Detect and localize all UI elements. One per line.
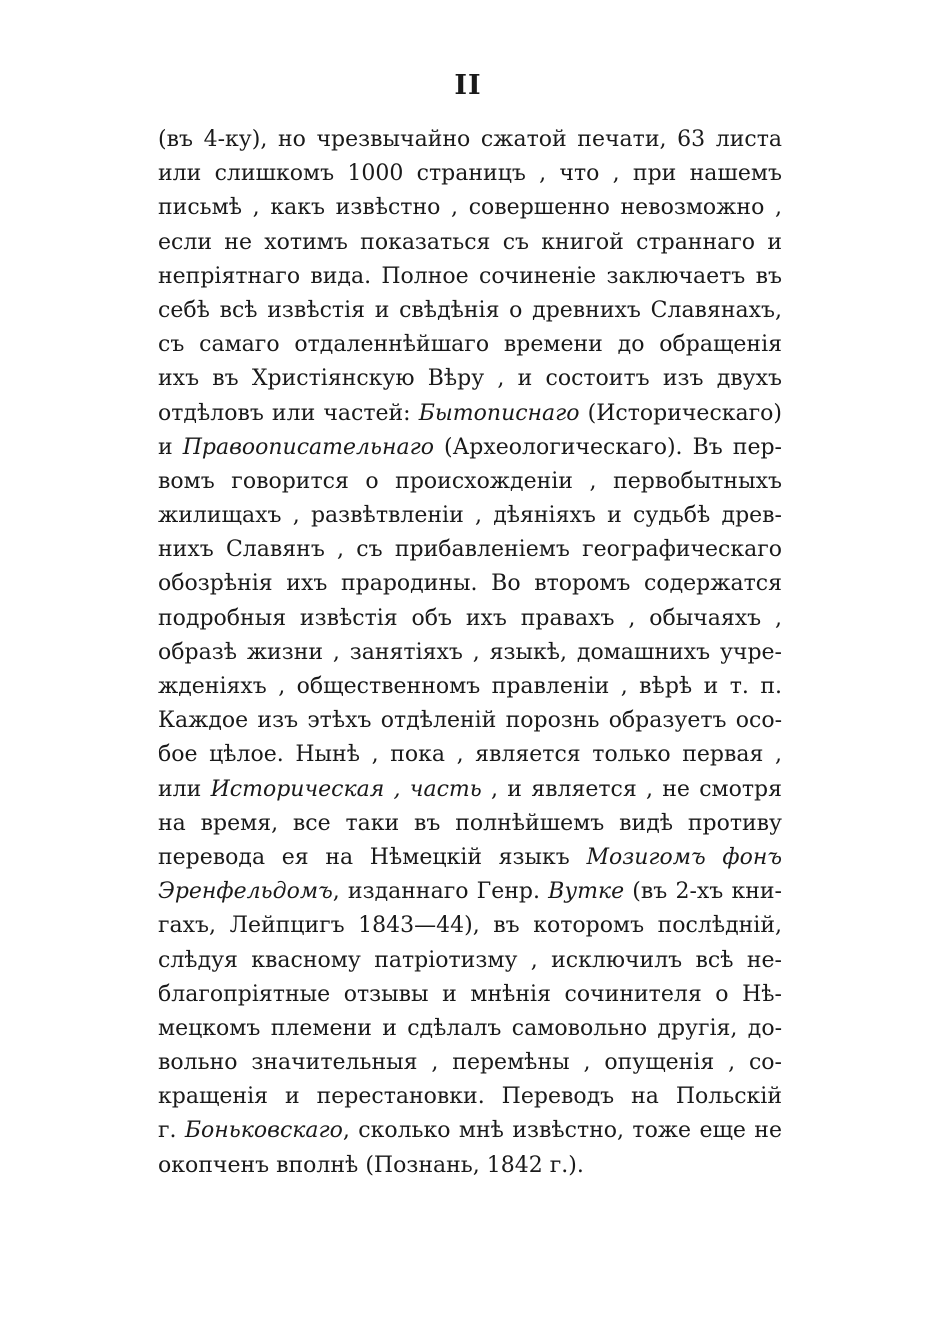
text-segment: непріятнаго вида. Полное сочиненіе заключаетъ въ xyxy=(158,263,782,289)
text-line xyxy=(158,841,782,875)
text-line xyxy=(158,567,782,601)
text-segment: отдѣловъ или частей: xyxy=(158,400,419,426)
text-segment: благопріятные отзывы и мнѣнія сочинителя о Нѣ- xyxy=(158,981,782,1007)
text-segment: кращенія и перестановки. Переводъ на Польскій xyxy=(158,1084,782,1110)
text-segment: окопченъ вполнѣ (Познань, 1842 г.). xyxy=(158,1152,584,1178)
text-line xyxy=(158,807,782,841)
text-line xyxy=(158,260,782,294)
text-segment: обозрѣнія ихъ прародины. Во второмъ содержатся xyxy=(158,571,782,597)
text-segment: если не хотимъ показаться съ книгой страннаго и xyxy=(158,229,782,255)
text-segment: письмѣ , какъ извѣстно , совершенно невозможно , xyxy=(158,195,782,221)
text-line xyxy=(158,944,782,978)
text-line xyxy=(158,704,782,738)
text-line xyxy=(158,1080,782,1114)
text-segment: г. xyxy=(158,1118,185,1144)
italic-text-segment: Правоописательнаго xyxy=(182,434,434,460)
italic-text-segment: Боньковскаго xyxy=(184,1118,343,1144)
text-segment: бое цѣлое. Нынѣ , пока , является только первая , xyxy=(158,742,782,768)
text-segment: , и является , не смотря xyxy=(481,776,782,802)
page-number: II xyxy=(454,70,482,101)
text-line xyxy=(158,499,782,533)
text-line xyxy=(158,978,782,1012)
text-line xyxy=(158,1149,782,1183)
text-line xyxy=(158,602,782,636)
text-line xyxy=(158,431,782,465)
text-segment: Каждое изъ этѣхъ отдѣленій порознь образуетъ осо- xyxy=(158,708,782,734)
text-segment: , сколько мнѣ извѣстно, тоже еще не xyxy=(342,1118,782,1144)
text-line xyxy=(158,875,782,909)
text-segment: вольно значительныя , перемѣны , опущенія , со- xyxy=(158,1050,782,1076)
text-segment: или xyxy=(158,776,211,802)
text-segment: перевода ея на Нѣмецкій языкъ xyxy=(158,844,587,870)
text-segment: слѣдуя квасному патріотизму , исключилъ всѣ не- xyxy=(158,947,782,973)
text-line xyxy=(158,1046,782,1080)
italic-text-segment: Эренфельдомъ xyxy=(158,879,333,905)
text-segment: или слишкомъ 1000 страницъ , что , при нашемъ xyxy=(158,161,782,187)
text-line xyxy=(158,226,782,260)
text-line xyxy=(158,738,782,772)
text-segment: и xyxy=(158,434,183,460)
text-segment: съ самаго отдаленнѣйшаго времени до обращенія xyxy=(158,332,782,358)
text-segment: на время, все таки въ полнѣйшемъ видѣ противу xyxy=(158,810,782,836)
text-line xyxy=(158,157,782,191)
italic-text-segment: Вутке xyxy=(548,879,625,905)
text-segment: гахъ, Лейпцигъ 1843—44), въ которомъ послѣдній, xyxy=(158,913,782,939)
text-line xyxy=(158,1012,782,1046)
italic-text-segment: Бытописнаго xyxy=(418,400,580,426)
text-segment: мецкомъ племени и сдѣлалъ самовольно другія, до- xyxy=(158,1015,782,1041)
text-line xyxy=(158,773,782,807)
text-line xyxy=(158,670,782,704)
text-segment: ихъ въ Христіянскую Вѣру , и состоитъ изъ двухъ xyxy=(158,366,782,392)
text-line xyxy=(158,636,782,670)
text-segment: (въ 4-ку), но чрезвычайно сжатой печати, 63 листа xyxy=(158,127,782,152)
text-line xyxy=(158,909,782,943)
text-line xyxy=(158,1114,782,1148)
text-line xyxy=(158,123,782,157)
text-line xyxy=(158,533,782,567)
italic-text-segment: Историческая , часть xyxy=(210,776,482,802)
text-line xyxy=(158,328,782,362)
text-segment: жденіяхъ , общественномъ правленіи , вѣрѣ и т. п. xyxy=(158,674,782,699)
text-segment: образѣ жизни , занятіяхъ , языкѣ, домашнихъ учре- xyxy=(158,639,782,665)
text-line xyxy=(158,465,782,499)
text-segment: (въ 2-хъ кни- xyxy=(624,879,782,905)
text-line xyxy=(158,397,782,431)
text-line xyxy=(158,362,782,396)
body-text xyxy=(158,123,782,1183)
italic-text-segment: Мозигомъ фонъ xyxy=(586,844,782,870)
text-line xyxy=(158,191,782,225)
text-segment: жилищахъ , развѣтвленіи , дѣяніяхъ и судьбѣ древ- xyxy=(158,503,782,529)
text-segment: вомъ говорится о происхожденіи , первобытныхъ xyxy=(158,468,782,494)
text-segment: себѣ всѣ извѣстія и свѣдѣнія о древнихъ Славянахъ, xyxy=(158,297,782,323)
text-segment: подробныя извѣстія объ ихъ правахъ , обычаяхъ , xyxy=(158,605,782,631)
text-segment: (Историческаго) xyxy=(579,400,782,426)
text-segment: (Археологическаго). Въ пер- xyxy=(434,434,782,460)
text-segment: , изданнаго Генр. xyxy=(332,879,549,905)
text-segment: нихъ Славянъ , съ прибавленіемъ географическаго xyxy=(158,537,782,563)
text-line xyxy=(158,294,782,328)
